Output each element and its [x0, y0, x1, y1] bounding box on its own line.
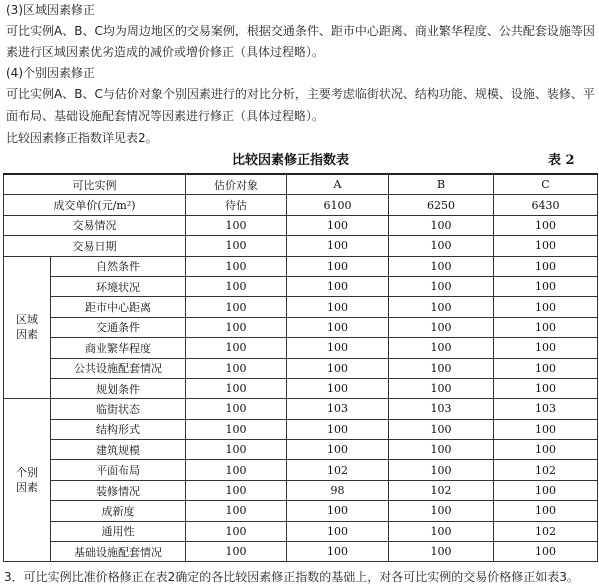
table-cell: 100	[494, 338, 598, 358]
paragraph-individual-line1: 可比实例A、B、C与估价对象个别因素进行的对比分析，主要考虑临街状况、结构功能、规模、设施、装修、平	[6, 87, 595, 101]
table-row	[4, 256, 598, 276]
table-cell: 100	[494, 256, 598, 276]
table-row	[4, 276, 598, 296]
table-cell: 100	[186, 338, 287, 358]
table-cell: 100	[389, 542, 494, 562]
table-cell: 待估	[186, 195, 287, 215]
table-row	[4, 501, 598, 521]
row-label: 成交单价(元/m²)	[4, 195, 186, 215]
table-cell: 100	[186, 297, 287, 317]
table-cell: 100	[186, 236, 287, 256]
table-row	[4, 378, 598, 398]
table-cell: 100	[389, 501, 494, 521]
table-cell: 100	[186, 358, 287, 378]
table-cell: 100	[287, 236, 389, 256]
table-cell: 100	[186, 256, 287, 276]
table-cell: 100	[186, 501, 287, 521]
footer-note: 3．可比实例比准价格修正在表2确定的各比较因素修正指数的基础上，对各可比实例的交易价格修正如表3。	[4, 570, 579, 584]
row-label: 结构形式	[51, 419, 186, 439]
table-cell: 100	[186, 378, 287, 398]
table-cell: 100	[389, 440, 494, 460]
table-cell: 100	[287, 317, 389, 337]
table-title: 比较因素修正指数表	[232, 153, 350, 168]
table-cell: 100	[494, 419, 598, 439]
table-cell: 102	[494, 460, 598, 480]
table-number: 表 2	[548, 153, 575, 168]
table-row	[4, 317, 598, 337]
header-cell: 估价对象	[186, 174, 287, 195]
table-row	[4, 521, 598, 541]
table-cell: 100	[494, 276, 598, 296]
table-cell: 100	[186, 419, 287, 439]
row-label: 装修情况	[51, 480, 186, 500]
table-row	[4, 297, 598, 317]
table-row	[4, 236, 598, 256]
table-cell: 100	[287, 440, 389, 460]
table-cell: 100	[186, 460, 287, 480]
table-cell: 100	[389, 236, 494, 256]
table-cell: 100	[494, 215, 598, 235]
table-cell: 100	[389, 378, 494, 398]
table-cell: 100	[494, 297, 598, 317]
table-row	[4, 542, 598, 562]
table-cell: 103	[494, 399, 598, 419]
row-label: 环境状况	[51, 276, 186, 296]
table-cell: 6430	[494, 195, 598, 215]
table-row	[4, 338, 598, 358]
table-row	[4, 419, 598, 439]
table-cell: 100	[494, 358, 598, 378]
table-cell: 100	[389, 338, 494, 358]
header-cell: 可比实例	[4, 174, 186, 195]
row-label: 商业繁华程度	[51, 338, 186, 358]
table-cell: 100	[287, 419, 389, 439]
section-heading-regional: (3)区域因素修正	[6, 3, 95, 17]
row-label: 建筑规模	[51, 440, 186, 460]
table-cell: 100	[494, 501, 598, 521]
table-cell: 100	[287, 215, 389, 235]
row-label: 公共设施配套情况	[51, 358, 186, 378]
table-cell: 100	[389, 215, 494, 235]
table-cell: 102	[389, 480, 494, 500]
table-cell: 100	[494, 440, 598, 460]
table-cell: 102	[494, 521, 598, 541]
table-cell: 100	[186, 480, 287, 500]
table-row	[4, 440, 598, 460]
table-cell: 100	[186, 542, 287, 562]
table-cell: 100	[287, 276, 389, 296]
row-label: 距市中心距离	[51, 297, 186, 317]
factor-index-table	[3, 173, 598, 562]
row-label: 通用性	[51, 521, 186, 541]
table-cell: 6250	[389, 195, 494, 215]
table-cell: 100	[186, 215, 287, 235]
table-cell: 100	[494, 317, 598, 337]
table-row	[4, 480, 598, 500]
table-row	[4, 215, 598, 235]
table-cell: 100	[186, 317, 287, 337]
row-label: 成新度	[51, 501, 186, 521]
table-cell: 100	[389, 276, 494, 296]
header-cell: A	[287, 174, 389, 195]
group-label: 区域 因素	[4, 256, 51, 399]
table-cell: 100	[389, 521, 494, 541]
table-cell: 100	[389, 317, 494, 337]
table-cell: 100	[186, 521, 287, 541]
table-cell: 100	[389, 256, 494, 276]
table-cell: 100	[389, 460, 494, 480]
table-cell: 100	[389, 419, 494, 439]
table-cell: 100	[186, 399, 287, 419]
table-cell: 100	[287, 256, 389, 276]
table-row	[4, 399, 598, 419]
table-cell: 100	[389, 297, 494, 317]
table-cell: 100	[287, 338, 389, 358]
row-label: 交通条件	[51, 317, 186, 337]
paragraph-regional-line2: 素进行区域因素优劣造成的减价或增价修正（具体过程略）。	[6, 45, 325, 59]
row-label: 临街状态	[51, 399, 186, 419]
table-cell: 100	[494, 378, 598, 398]
table-cell: 100	[186, 276, 287, 296]
table-cell: 100	[287, 297, 389, 317]
header-cell: B	[389, 174, 494, 195]
paragraph-table-reference: 比较因素修正指数详见表2。	[6, 131, 158, 145]
table-cell: 100	[287, 378, 389, 398]
group-label: 个别 因素	[4, 399, 51, 562]
table-cell: 100	[287, 542, 389, 562]
paragraph-regional-line1: 可比实例A、B、C均为周边地区的交易案例，根据交通条件、距市中心距离、商业繁华程度、公共配套设施等因	[6, 24, 595, 38]
table-cell: 100	[287, 358, 389, 378]
row-label: 平面布局	[51, 460, 186, 480]
table-cell: 100	[389, 358, 494, 378]
table-cell: 103	[287, 399, 389, 419]
table-row	[4, 358, 598, 378]
table-cell: 103	[389, 399, 494, 419]
table-cell: 102	[287, 460, 389, 480]
row-label: 规划条件	[51, 378, 186, 398]
table-cell: 100	[494, 480, 598, 500]
section-heading-individual: (4)个别因素修正	[6, 66, 95, 80]
table-cell: 6100	[287, 195, 389, 215]
table-cell: 100	[494, 236, 598, 256]
header-cell: C	[494, 174, 598, 195]
table-cell: 100	[287, 521, 389, 541]
table-cell: 100	[186, 440, 287, 460]
row-label: 交易情况	[4, 215, 186, 235]
table-cell: 100	[287, 501, 389, 521]
table-cell: 100	[494, 542, 598, 562]
row-label: 自然条件	[51, 256, 186, 276]
table-row	[4, 195, 598, 215]
row-label: 交易日期	[4, 236, 186, 256]
table-cell: 98	[287, 480, 389, 500]
table-header-row	[4, 174, 598, 195]
paragraph-individual-line2: 面布局、基础设施配套情况等因素进行修正（具体过程略）。	[6, 109, 325, 123]
row-label: 基础设施配套情况	[51, 542, 186, 562]
table-row	[4, 460, 598, 480]
